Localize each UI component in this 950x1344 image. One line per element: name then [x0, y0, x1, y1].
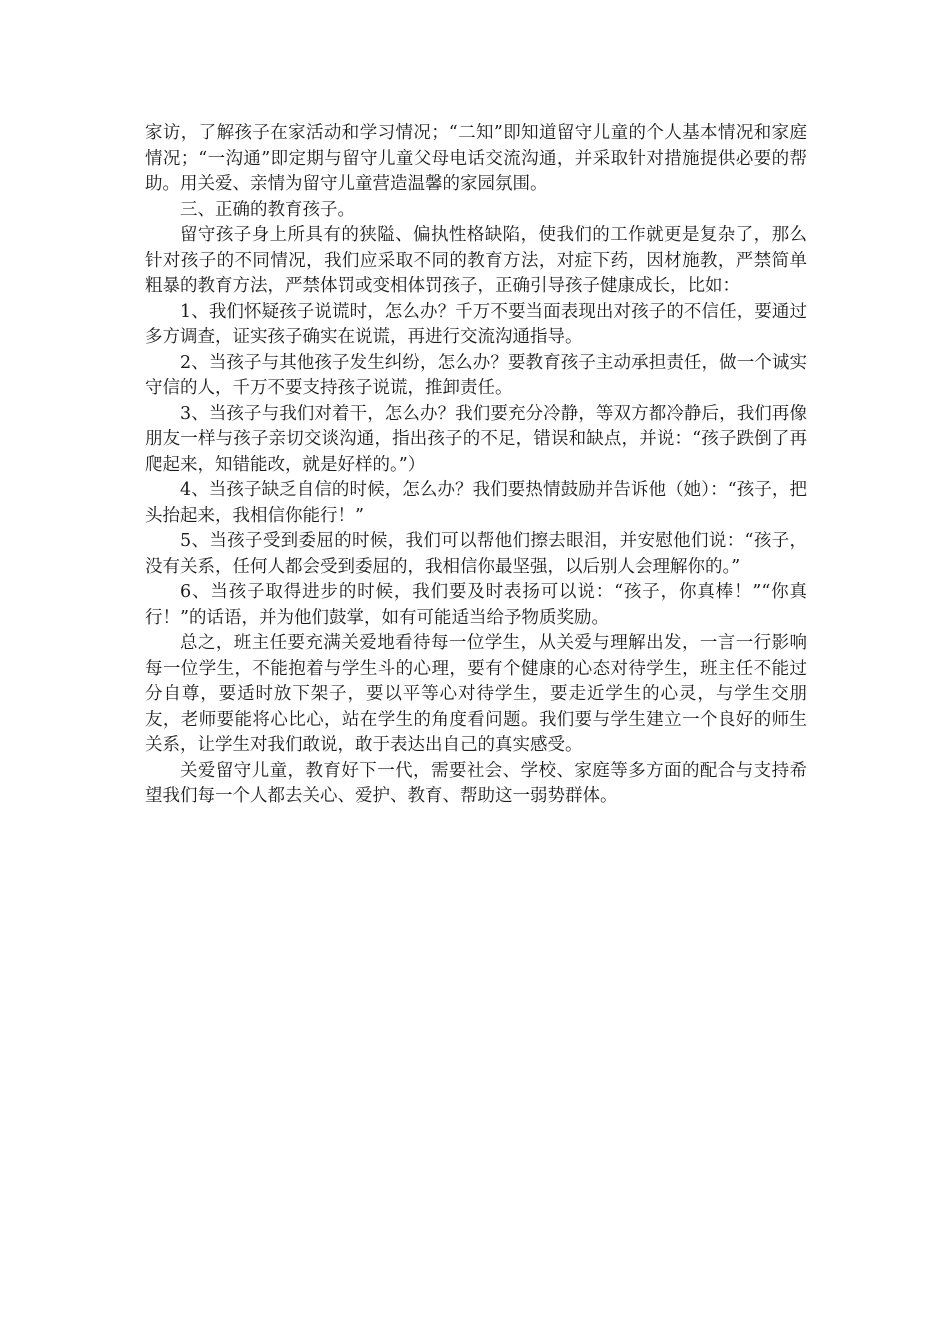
paragraph-closing: 关爱留守儿童，教育好下一代，需要社会、学校、家庭等多方面的配合与支持希望我们每一个人都去关心、爱护、教育、帮助这一弱势群体。 [145, 760, 807, 806]
section-heading-correct-education: 三、正确的教育孩子。 [180, 199, 355, 220]
paragraph-home-visit: 家访，了解孩子在家活动和学习情况；“二知”即知道留守儿童的个人基本情况和家庭情况；“一沟通”即定期与留守儿童父母电话交流沟通，并采取针对措施提供必要的帮助。用关爱、亲情为留守儿童营造温馨的家园氛围。 [145, 123, 807, 194]
paragraph-summary: 总之，班主任要充满关爱地看待每一位学生，从关爱与理解出发，一言一行影响每一位学生，不能抱着与学生斗的心理，要有个健康的心态对待学生，班主任不能过分自尊，要适时放下架子，要以平等心对待学生，要走近学生的心灵，与学生交朋友，老师要能将心比心，站在学生的角度看问题。我们要与学生建立一个良好的师生关系，让学生对我们敢说，敢于表达出自己的真实感受。 [145, 633, 807, 755]
paragraph-item-4: 4、当孩子缺乏自信的时候，怎么办？我们要热情鼓励并告诉他（她）：“孩子，把头抬起来，我相信你能行！” [145, 480, 807, 526]
paragraph-item-5: 5、当孩子受到委屈的时候，我们可以帮他们擦去眼泪，并安慰他们说：“孩子，没有关系，任何人都会受到委屈的，我相信你最坚强，以后别人会理解你的。” [145, 531, 807, 577]
paragraph-item-2: 2、当孩子与其他孩子发生纠纷，怎么办？要教育孩子主动承担责任，做一个诚实守信的人，千万不要支持孩子说谎，推卸责任。 [145, 352, 807, 398]
paragraph-item-6: 6、当孩子取得进步的时候，我们要及时表扬可以说：“孩子，你真棒！”“你真行！”的话语，并为他们鼓掌，如有可能适当给予物质奖励。 [145, 582, 807, 628]
paragraph-item-1: 1、我们怀疑孩子说谎时，怎么办？千万不要当面表现出对孩子的不信任，要通过多方调查，证实孩子确实在说谎，再进行交流沟通指导。 [145, 301, 807, 347]
paragraph-intro-methods: 留守孩子身上所具有的狭隘、偏执性格缺陷，使我们的工作就更是复杂了，那么针对孩子的不同情况，我们应采取不同的教育方法，对症下药，因材施教，严禁简单粗暴的教育方法，严禁体罚或变相体罚孩子，正确引导孩子健康成长，比如： [145, 225, 807, 296]
document-page [145, 121, 807, 810]
paragraph-item-3: 3、当孩子与我们对着干，怎么办？我们要充分冷静，等双方都冷静后，我们再像朋友一样与孩子亲切交谈沟通，指出孩子的不足，错误和缺点，并说：“孩子跌倒了再爬起来，知错能改，就是好样的。”） [145, 403, 807, 475]
